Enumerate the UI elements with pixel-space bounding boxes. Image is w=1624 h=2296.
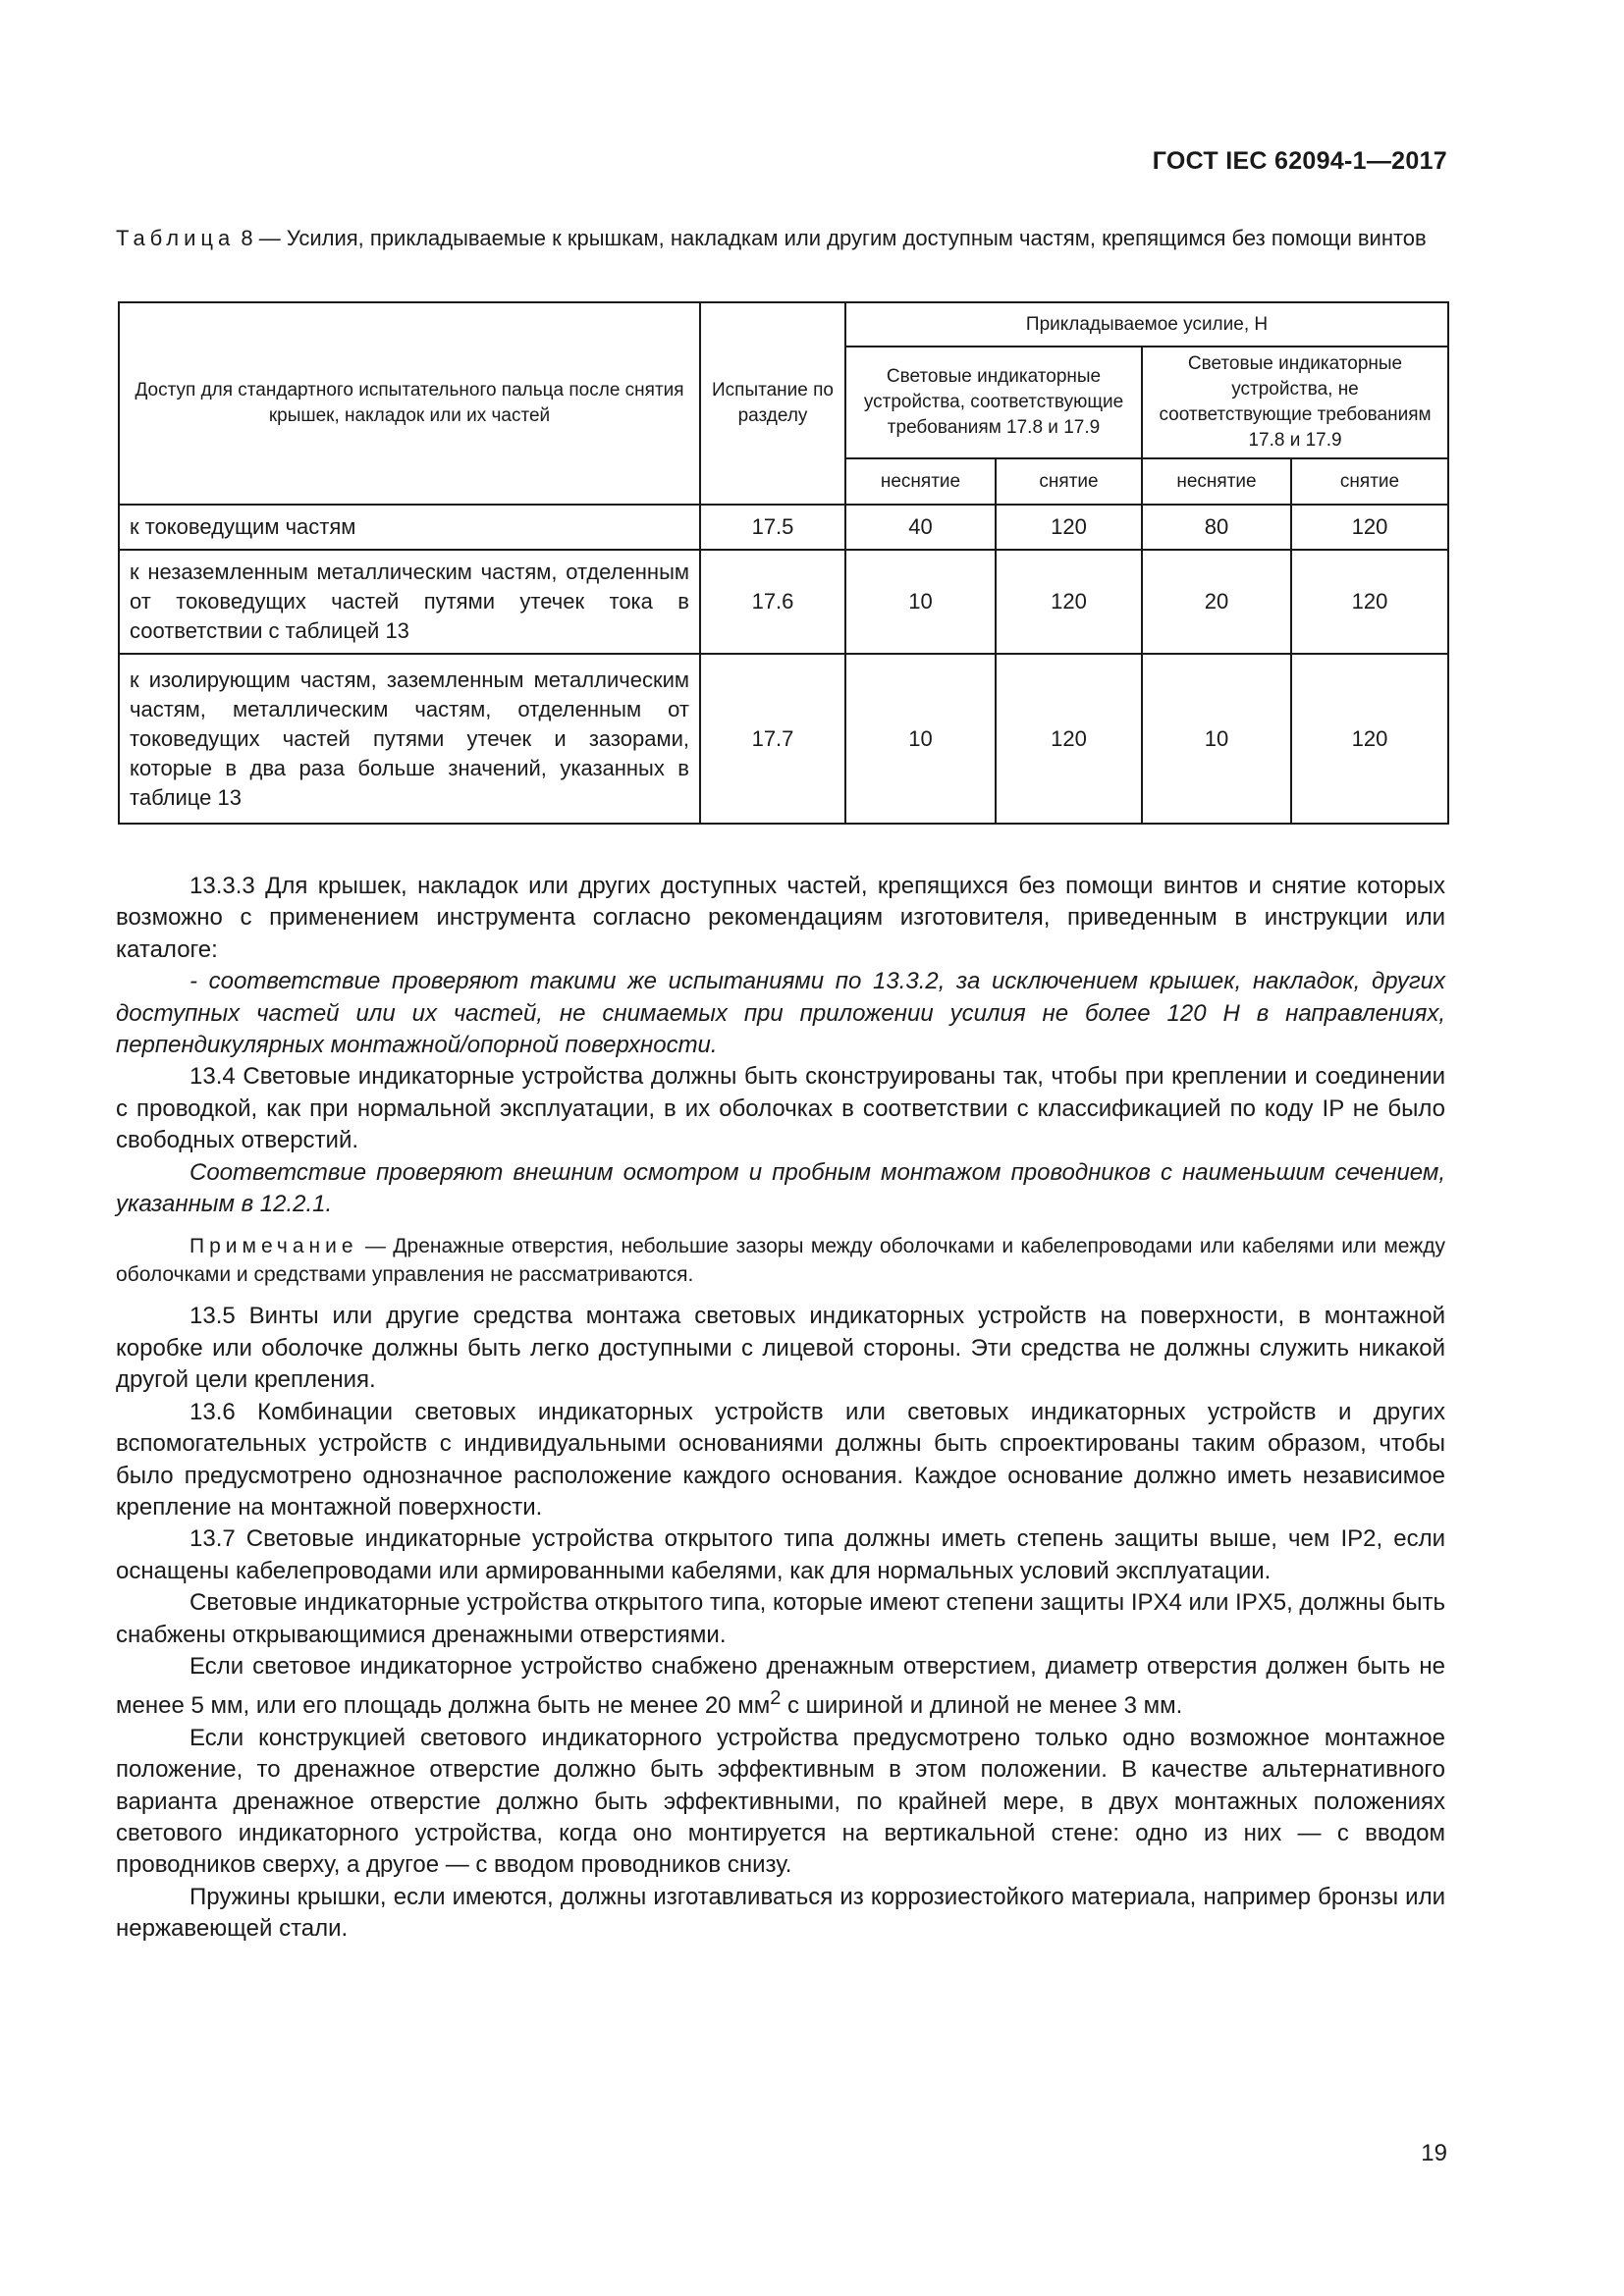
paragraph-springs: Пружины крышки, если имеются, должны изготавливаться из коррозиестойкого материала, например бронзы или нержавеющей стали.	[116, 1883, 1445, 1943]
row-value: 40	[845, 505, 996, 550]
document-header: ГОСТ IEC 62094-1—2017	[1152, 147, 1447, 175]
row-label: к токоведущим частям	[119, 505, 700, 550]
row-label: к незаземленным металлическим частям, отделенным от токоведущих частей путями утечек тока в соответствии с таблицей 13	[119, 550, 700, 654]
header-group-noncompliant: Световые индикаторные устройства, не соответствующие требованиям 17.8 и 17.9	[1142, 347, 1448, 458]
row-value: 80	[1142, 505, 1291, 550]
row-value: 120	[996, 550, 1142, 654]
header-removal-2: снятие	[1291, 458, 1448, 505]
note-label: Примечание	[189, 1235, 358, 1258]
drainage-size-text-a: Если световое индикаторное устройство снабжено дренажным отверстием, диаметр отверстия должен быть не менее 5 мм, или его площадь должна быть не менее 20 мм	[116, 1652, 1445, 1720]
forces-table	[118, 301, 1449, 825]
drainage-size-text-b: с шириной и длиной не менее 3 мм.	[781, 1692, 1183, 1720]
row-value: 120	[996, 654, 1142, 824]
row-value: 10	[845, 550, 996, 654]
table-caption-text: 8 — Усилия, прикладываемые к крышкам, накладкам или другим доступным частям, крепящимся без помощи винтов	[235, 226, 1427, 250]
header-no-removal-2: неснятие	[1142, 458, 1291, 505]
compliance-check-13-4: Соответствие проверяют внешним осмотром и пробным монтажом проводников с наименьшим сечением, указанным в 12.2.1.	[116, 1158, 1445, 1218]
row-value: 20	[1142, 550, 1291, 654]
header-group-compliant: Световые индикаторные устройства, соответствующие требованиям 17.8 и 17.9	[845, 347, 1142, 458]
page-number: 19	[1421, 2140, 1447, 2166]
table-row	[119, 505, 1448, 550]
paragraph-13-5: 13.5 Винты или другие средства монтажа световых индикаторных устройств на поверхности, в монтажной коробке или оболочке должны быть легко доступными с лицевой стороны. Эти средства не должны служить никакой другой цели крепления.	[116, 1303, 1445, 1394]
row-section: 17.6	[700, 550, 845, 654]
row-value: 120	[1291, 654, 1448, 824]
paragraph-13-6: 13.6 Комбинации световых индикаторных устройств или световых индикаторных устройств и других вспомогательных устройств с индивидуальными основаниями должны быть спроектированы таким образом, чтобы было предусмотрено однозначное расположение каждого основания. Каждое основание должно иметь независимое крепление на монтажной поверхности.	[116, 1398, 1445, 1521]
paragraph-drainage-ipx: Световые индикаторные устройства открытого типа, которые имеют степени защиты IPX4 или IPX5, должны быть снабжены открывающимися дренажными отверстиями.	[116, 1589, 1445, 1648]
table-row	[119, 550, 1448, 654]
header-no-removal-1: неснятие	[845, 458, 996, 505]
paragraph-13-3-3: 13.3.3 Для крышек, накладок или других доступных частей, крепящихся без помощи винтов и снятие которых возможно с применением инструмента согласно рекомендациям изготовителя, приведенным в инструкции или каталоге:	[116, 873, 1445, 963]
row-section: 17.7	[700, 654, 845, 824]
row-value: 10	[845, 654, 996, 824]
row-value: 120	[996, 505, 1142, 550]
header-access: Доступ для стандартного испытательного пальца после снятия крышек, накладок или их частей	[119, 302, 700, 505]
row-value: 120	[1291, 550, 1448, 654]
row-value: 10	[1142, 654, 1291, 824]
note-text: — Дренажные отверстия, небольшие зазоры между оболочками и кабелепроводами или кабелями или между оболочками и средствами управления не рассматриваются.	[116, 1235, 1445, 1287]
table-caption	[116, 224, 1445, 253]
drainage-size-superscript: 2	[770, 1687, 782, 1710]
header-applied-force: Прикладываемое усилие, Н	[845, 302, 1448, 347]
paragraph-mounting-position: Если конструкцией светового индикаторного устройства предусмотрено только одно возможное монтажное положение, то дренажное отверстие должно быть эффективным в этом положении. В качестве альтернативного варианта дренажное отверстие должно быть эффективными, по крайней мере, в двух монтажных положениях светового индикаторного устройства, когда оно монтируется на вертикальной стене: одно из них — с вводом проводников сверху, а другое — с вводом проводников снизу.	[116, 1724, 1445, 1879]
row-section: 17.5	[700, 505, 845, 550]
table-caption-label: Таблица	[116, 226, 236, 250]
note	[116, 1232, 1445, 1289]
header-test-section: Испытание по разделу	[700, 302, 845, 505]
paragraph-13-4: 13.4 Световые индикаторные устройства должны быть сконструированы так, чтобы при креплении и соединении с проводкой, как при нормальной эксплуатации, в их оболочках в соответствии с классификацией по коду IP не было свободных отверстий.	[116, 1063, 1445, 1154]
body-text	[116, 871, 1445, 1946]
paragraph-drainage-size	[116, 1651, 1445, 1723]
row-value: 120	[1291, 505, 1448, 550]
paragraph-13-7: 13.7 Световые индикаторные устройства открытого типа должны иметь степень защиты выше, чем IP2, если оснащены кабелепроводами или армированными кабелями, как для нормальных условий эксплуатации.	[116, 1525, 1445, 1584]
table-row	[119, 654, 1448, 824]
header-removal-1: снятие	[996, 458, 1142, 505]
row-label: к изолирующим частям, заземленным металлическим частям, металлическим частям, отделенным от токоведущих частей путями утечек и зазорами, которые в два раза больше значений, указанных в таблице 13	[119, 654, 700, 824]
compliance-check-13-3-3: - соответствие проверяют такими же испытаниями по 13.3.2, за исключением крышек, накладок, других доступных частей или их частей, не снимаемых при приложении усилия не более 120 Н в направлениях, перпендикулярных монтажной/опорной поверхности.	[116, 968, 1445, 1059]
